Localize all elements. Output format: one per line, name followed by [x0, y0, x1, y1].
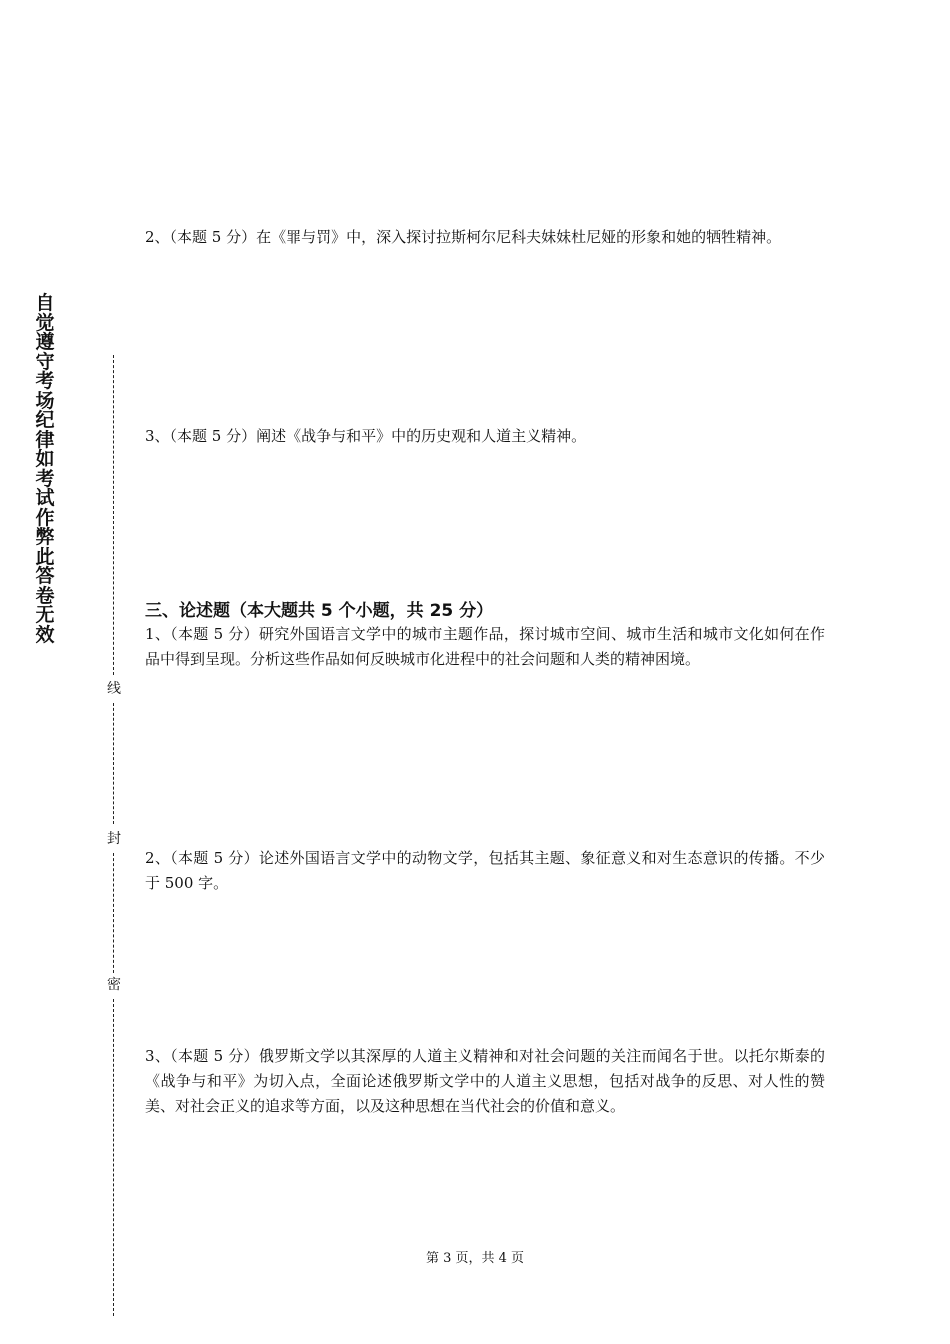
question-text: 2、（本题 5 分）在《罪与罚》中，深入探讨拉斯柯尔尼科夫妹妹杜尼娅的形象和她的牺牲精神。: [145, 228, 782, 246]
question-text: 1、（本题 5 分）研究外国语言文学中的城市主题作品，探讨城市空间、城市生活和城市文化如何在作品中得到呈现。分析这些作品如何反映城市化进程中的社会问题和人类的精神困境。: [145, 625, 825, 668]
binding-dashed-line: [113, 703, 114, 824]
binding-label-line: 线: [107, 681, 121, 697]
question-text: 3、（本题 5 分）俄罗斯文学以其深厚的人道主义精神和对社会问题的关注而闻名于世。以托尔斯泰的《战争与和平》为切入点，全面论述俄罗斯文学中的人道主义思想，包括对战争的反思、对人性的赞美、对社会正义的追求等方面，以及这种思想在当代社会的价值和意义。: [145, 1047, 825, 1115]
exam-discipline-warning: 自觉遵守考场纪律如考试作弊此答卷无效: [35, 292, 55, 646]
binding-label-secret: 密: [107, 977, 121, 993]
question-text: 3、（本题 5 分）阐述《战争与和平》中的历史观和人道主义精神。: [145, 427, 587, 445]
binding-label-seal: 封: [107, 831, 121, 847]
binding-dashed-line: [113, 853, 114, 973]
binding-dashed-line: [113, 355, 114, 675]
section-heading: 三、论述题（本大题共 5 个小题，共 25 分）: [145, 601, 494, 621]
question-text: 2、（本题 5 分）论述外国语言文学中的动物文学，包括其主题、象征意义和对生态意识的传播。不少于 500 字。: [145, 849, 825, 892]
page-number: 第 3 页，共 4 页: [425, 1251, 525, 1266]
binding-dashed-line: [113, 999, 114, 1316]
